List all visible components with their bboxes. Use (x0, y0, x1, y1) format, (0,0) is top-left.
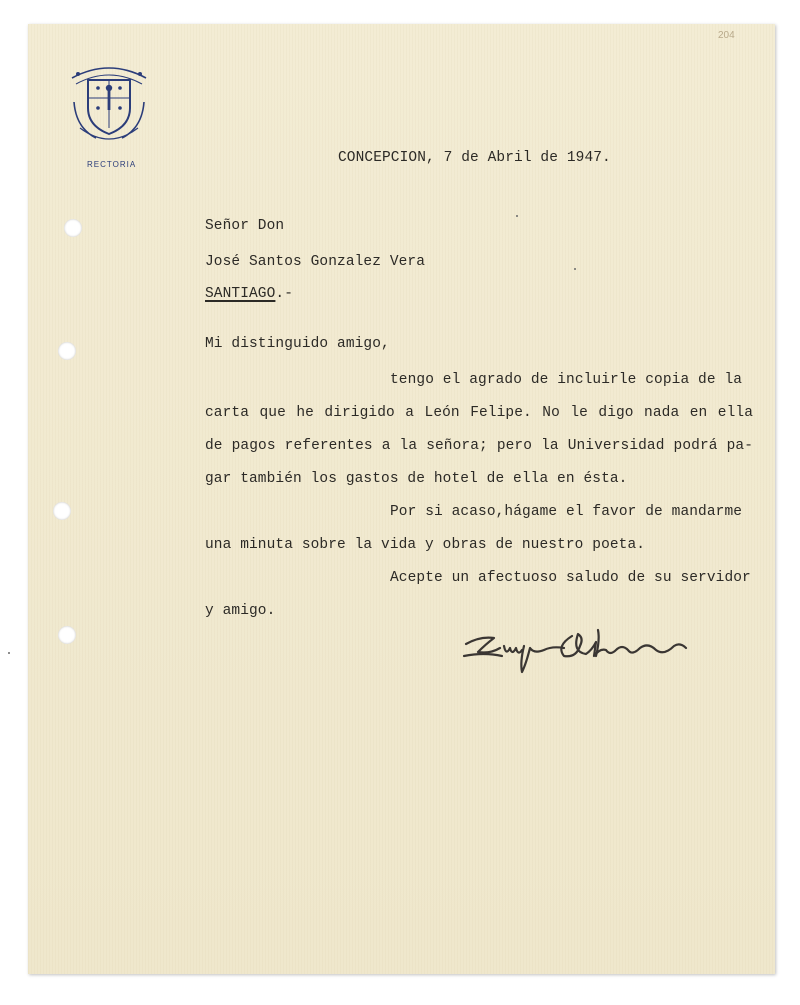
recipient-city-suffix: .- (275, 286, 294, 302)
ink-speck (8, 652, 10, 654)
paragraph-line: gar también los gastos de hotel de ella en ésta. (205, 471, 628, 487)
punch-hole (58, 342, 76, 360)
punch-hole (53, 502, 71, 520)
closing-line: y amigo. (205, 603, 276, 619)
date-line: CONCEPCION, 7 de Abril de 1947. (338, 150, 611, 166)
punch-hole (64, 219, 82, 237)
letter-sheet (28, 24, 775, 974)
greeting: Mi distinguido amigo, (205, 336, 390, 352)
recipient-city: SANTIAGO (205, 286, 276, 302)
handwritten-signature-icon (460, 622, 690, 684)
paragraph-line: Por si acaso,hágame el favor de mandarme (390, 504, 743, 520)
ink-speck (574, 268, 576, 270)
salutation-title: Señor Don (205, 218, 285, 234)
paragraph-line: de pagos referentes a la señora; pero la Universidad podrá pa- (205, 438, 753, 454)
office-label: RECTORIA (87, 160, 137, 169)
paragraph-line: tengo el agrado de incluirle copia de la (390, 372, 743, 388)
punch-hole (58, 626, 76, 644)
ink-speck (516, 215, 518, 217)
archive-number: 204 (718, 30, 735, 41)
paragraph-line: carta que he dirigido a León Felipe. No le digo nada en ella (205, 405, 753, 421)
paragraph-line: una minuta sobre la vida y obras de nuestro poeta. (205, 537, 646, 553)
recipient-city-line (205, 286, 293, 302)
university-seal-icon (66, 58, 152, 148)
recipient-name: José Santos Gonzalez Vera (205, 254, 426, 270)
closing-line: Acepte un afectuoso saludo de su servidor (390, 570, 751, 586)
